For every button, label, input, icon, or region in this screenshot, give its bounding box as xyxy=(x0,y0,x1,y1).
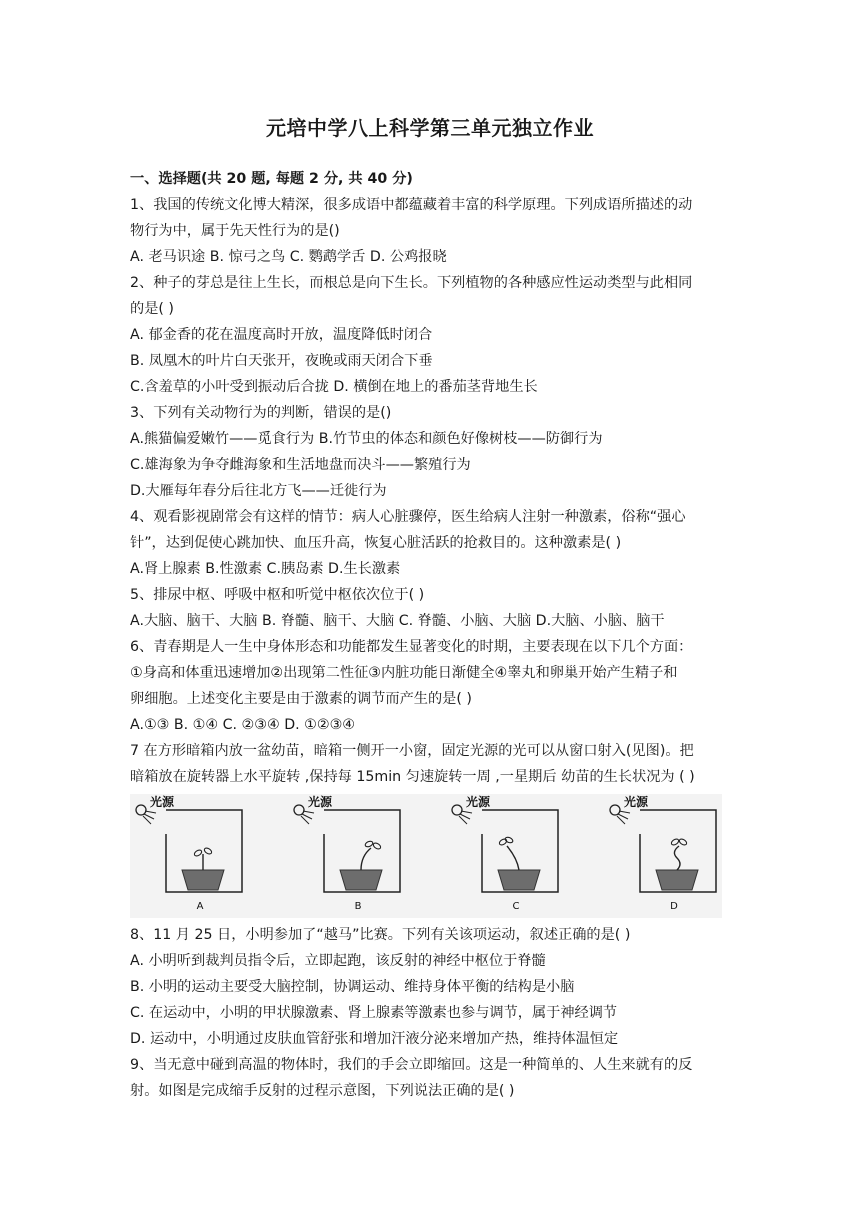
text-line: 2、种子的芽总是往上生长，而根总是向下生长。下列植物的各种感应性运动类型与此相同 xyxy=(130,275,693,291)
text-line: A.肾上腺素 B.性激素 C.胰岛素 D.生长激素 xyxy=(130,561,401,577)
flower-pot xyxy=(340,870,382,890)
text-line: C.含羞草的小叶受到振动后合拢 D. 横倒在地上的番茄茎背地生长 xyxy=(130,379,538,395)
text-line: C. 在运动中，小明的甲状腺激素、肾上腺素等激素也参与调节，属于神经调节 xyxy=(130,1005,618,1021)
panel-label: C xyxy=(512,901,520,912)
text-line: 3、下列有关动物行为的判断，错误的是() xyxy=(130,405,392,421)
text-line: C.雄海象为争夺雌海象和生活地盘而决斗——繁殖行为 xyxy=(130,457,471,473)
text-line: 5、排尿中枢、呼吸中枢和听觉中枢依次位于( ) xyxy=(130,587,425,603)
flower-pot xyxy=(182,870,224,890)
light-source-label: 光源 xyxy=(466,795,491,809)
text-line: 8、11 月 25 日，小明参加了“越马”比赛。下列有关该项运动，叙述正确的是( ) xyxy=(130,927,631,943)
light-source-label: 光源 xyxy=(624,795,649,809)
text-line: 7 在方形暗箱内放一盆幼苗，暗箱一侧开一小窗，固定光源的光可以从窗口射入(见图)。把 xyxy=(130,743,694,759)
light-source-label: 光源 xyxy=(150,795,175,809)
text-line: 射。如图是完成缩手反射的过程示意图，下列说法正确的是( ) xyxy=(130,1083,515,1099)
text-line: 9、当无意中碰到高温的物体时，我们的手会立即缩回。这是一种简单的、人生来就有的反 xyxy=(130,1057,693,1073)
panel-label: D xyxy=(670,901,678,912)
text-line: 6、青春期是人一生中身体形态和功能都发生显著变化的时期，主要表现在以下几个方面： xyxy=(130,639,693,655)
text-line: 物行为中，属于先天性行为的是() xyxy=(130,223,340,239)
panel-label: B xyxy=(354,901,362,912)
questions-block-1 xyxy=(130,166,740,790)
text-line: 4、观看影视剧常会有这样的情节：病人心脏骤停，医生给病人注射一种激素，俗称“强心 xyxy=(130,509,686,525)
light-source-label: 光源 xyxy=(308,795,333,809)
text-line: 针”，达到促使心跳加快、血压升高，恢复心脏活跃的抢救目的。这种激素是( ) xyxy=(130,535,622,551)
flower-pot xyxy=(656,870,698,890)
text-line: A.大脑、脑干、大脑 B. 脊髓、脑干、大脑 C. 脊髓、小脑、大脑 D.大脑、小脑、脑干 xyxy=(130,613,665,629)
seedling-dark-box-figure xyxy=(130,794,722,918)
page-title: 元培中学八上科学第三单元独立作业 xyxy=(266,116,594,140)
text-line: A. 老马识途 B. 惊弓之鸟 C. 鹦鹉学舌 D. 公鸡报晓 xyxy=(130,249,447,265)
flower-pot xyxy=(498,870,540,890)
text-line: D. 运动中，小明通过皮肤血管舒张和增加汗液分泌来增加产热，维持体温恒定 xyxy=(130,1031,619,1047)
text-line: A. 郁金香的花在温度高时开放，温度降低时闭合 xyxy=(130,327,433,343)
text-line: A. 小明听到裁判员指令后，立即起跑，该反射的神经中枢位于脊髓 xyxy=(130,953,546,969)
text-line: 卵细胞。上述变化主要是由于激素的调节而产生的是( ) xyxy=(130,691,472,707)
text-line: 暗箱放在旋转器上水平旋转 ,保持每 15min 匀速旋转一周 ,一星期后 幼苗的生长状况为 ( ) xyxy=(130,769,695,785)
panel-label: A xyxy=(196,901,204,912)
text-line: ①身高和体重迅速增加②出现第二性征③内脏功能日渐健全④睾丸和卵巢开始产生精子和 xyxy=(130,665,678,681)
text-line: A.①③ B. ①④ C. ②③④ D. ①②③④ xyxy=(130,717,356,733)
text-line: D.大雁每年春分后往北方飞——迁徙行为 xyxy=(130,483,387,499)
text-line: A.熊猫偏爱嫩竹——觅食行为 B.竹节虫的体态和颜色好像树枝——防御行为 xyxy=(130,431,603,447)
text-line: 的是( ) xyxy=(130,301,174,317)
text-line: B. 小明的运动主要受大脑控制，协调运动、维持身体平衡的结构是小脑 xyxy=(130,979,575,995)
text-line: 1、我国的传统文化博大精深，很多成语中都蕴藏着丰富的科学原理。下列成语所描述的动 xyxy=(130,197,693,213)
section-heading: 一、选择题(共 20 题, 每题 2 分, 共 40 分) xyxy=(130,171,413,187)
questions-block-2 xyxy=(130,922,740,1104)
text-line: B. 凤凰木的叶片白天张开，夜晚或雨天闭合下垂 xyxy=(130,353,433,369)
